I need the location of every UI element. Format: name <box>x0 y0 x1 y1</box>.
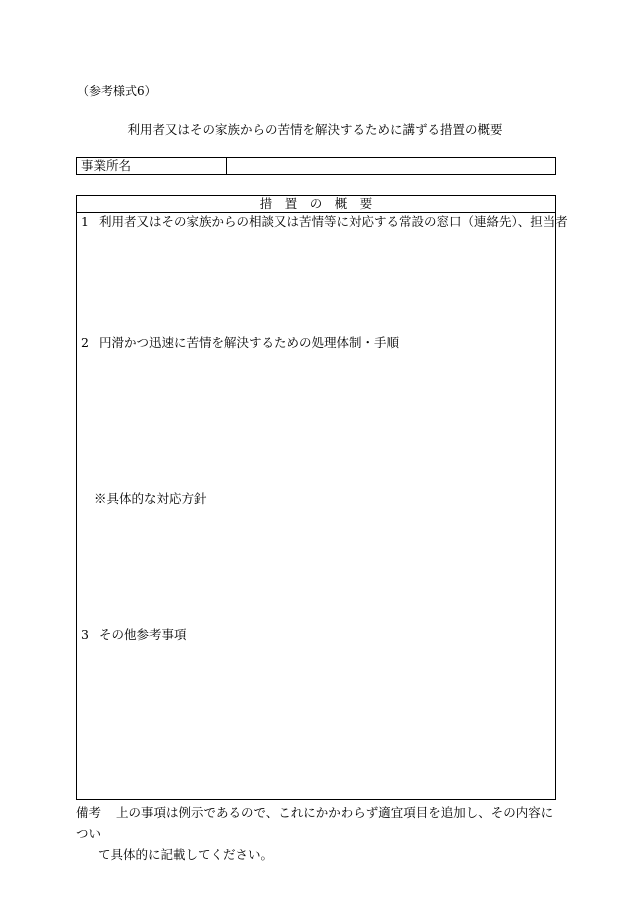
measure-item-3-number: 3 <box>81 627 89 642</box>
office-name-table <box>76 157 556 175</box>
measures-summary-table <box>76 195 568 800</box>
measure-item-1 <box>81 214 568 230</box>
measure-item-2-text: 円滑かつ迅速に苦情を解決するための処理体制・手順 <box>99 335 400 350</box>
measure-item-1-number: 1 <box>81 214 89 229</box>
form-number: （参考様式6） <box>77 84 157 98</box>
remarks <box>76 802 560 865</box>
measure-item-2-number: 2 <box>81 335 89 350</box>
measure-item-3-text: その他参考事項 <box>99 627 187 642</box>
remarks-label: 備考 <box>76 805 102 820</box>
document-title: 利用者又はその家族からの苦情を解決するために講ずる措置の概要 <box>127 122 503 137</box>
office-name-label: 事業所名 <box>77 158 227 174</box>
remarks-text-1: 上の事項は例示であるので、これにかかわらず適宜項目を追加し、その内容につい <box>76 805 554 841</box>
remarks-line-1 <box>76 802 560 844</box>
office-name-field[interactable] <box>227 158 555 174</box>
measures-header: 措 置 の 概 要 <box>77 196 555 213</box>
measure-item-1-text: 利用者又はその家族からの相談又は苦情等に対応する常設の窓口（連絡先）、担当者 <box>99 214 568 229</box>
remarks-line-2: て具体的に記載してください。 <box>98 847 274 862</box>
measure-item-3 <box>81 627 187 643</box>
measure-item-2 <box>81 335 399 351</box>
specific-policy-note: ※具体的な対応方針 <box>94 491 207 506</box>
